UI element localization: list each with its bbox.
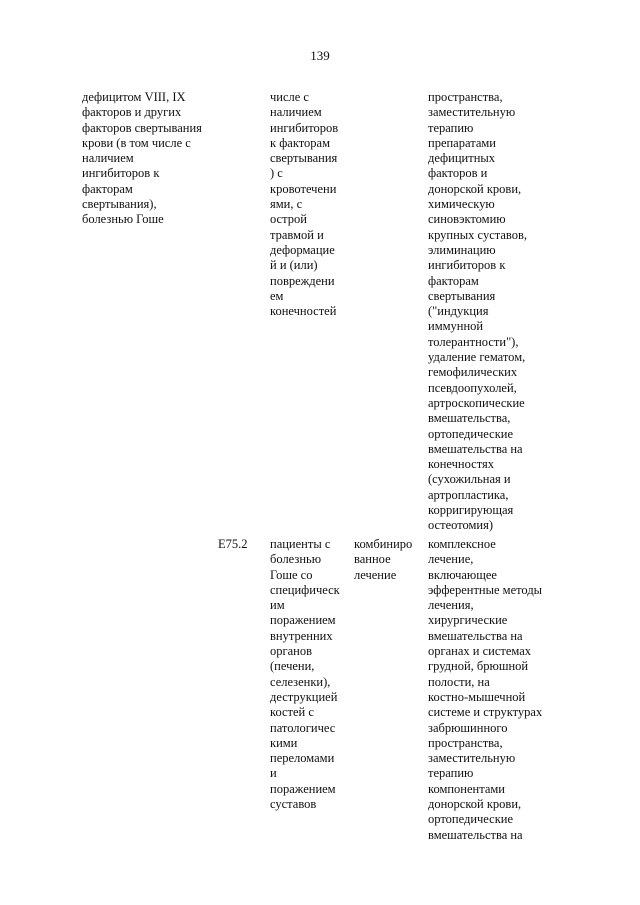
page-number: 139 [310,48,330,63]
row1-condition-cell: числе с наличием ингибиторов к факторам свертывания ) с кровотечени ями, с острой травмой и деформацие й и (или) повреждени ем конечностей [270,90,339,319]
row2-treatment-method-cell: комплексное лечение, включающее эфферентные методы лечения, хирургические вмешательства на органах и системах грудной, брюшной полости, на костно-мышечной системе и структурах забрюшинного пространства, заместительную терапию компонентами донорской крови, ортопедические вмешательства на [428,537,543,842]
row1-patient-model-cell: дефицитом VIII, IX факторов и других факторов свертывания крови (в том числе с наличием ингибиторов к факторам свертывания), болезнью Гоше [82,90,202,227]
row2-code-cell: E75.2 [218,537,248,551]
row2-condition-cell: пациенты с болезнью Гоше со специфическ им поражением внутренних органов (печени, селезенки), деструкцией костей с патологичес кими переломами и поражением суставов [270,537,340,812]
row2-treatment-type-cell: комбиниро ванное лечение [354,537,413,582]
row1-treatment-method-cell: пространства, заместительную терапию препаратами дефицитных факторов и донорской крови, химическую синовэктомию крупных суставов, элиминацию ингибиторов к факторам свертывания ("индукция иммунной толерантности"), удаление гематом, гемофилических псевдоопухолей, артроскопические вмешательства, ортопедические вмешательства на конечностях (сухожильная и артропластика, корригирующая остеотомия) [428,90,527,533]
